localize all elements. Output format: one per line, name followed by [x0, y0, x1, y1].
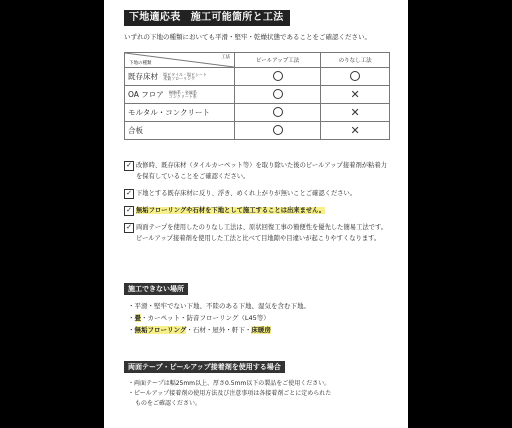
noglue-cell: [321, 104, 390, 122]
no-install-list: [128, 300, 390, 336]
circle-icon: [273, 71, 283, 81]
row-label: 合板: [125, 122, 235, 140]
table-row: [125, 86, 390, 104]
circle-icon: [273, 125, 283, 135]
table-header-row: [125, 53, 390, 68]
warning-highlight: 無垢フローリングや石材を下地として施工することは出来ません。: [136, 207, 326, 214]
list-item: ・ピールアップ接着剤の使用方法及び注意事項は各接着剤ごとに定められた: [128, 390, 332, 397]
peelup-cell: [235, 68, 321, 86]
section-heading-tape-adhesive: 両面テープ・ピールアップ接着剤を使用する場合: [124, 361, 285, 373]
note-item: ✓ 下地とする既存床材に反り、浮き、めくれ上がりが無いことご確認ください。: [124, 188, 390, 199]
list-item: ・無垢フローリング・石材・屋外・軒下・床暖房: [128, 326, 271, 334]
col-header-noglue: のりなし工法: [321, 53, 390, 68]
noglue-cell: [321, 68, 390, 86]
section-heading-no-install: 施工できない場所: [124, 283, 188, 295]
table-row: [125, 104, 390, 122]
circle-icon: [350, 71, 360, 81]
peelup-cell: [235, 86, 321, 104]
row-label: 既存床材 塩ビタイル・塩ビシート 木質フローリング: [125, 68, 235, 86]
checkbox-icon: ✓: [124, 223, 134, 233]
page-title: 下地適応表 施工可能箇所と工法: [124, 10, 290, 26]
document-page: [104, 0, 408, 428]
substrate-table: [124, 52, 390, 140]
note-item: ✓ 改修時、既存床材（タイルカーペット等）を取り除いた後のピールアップ接着剤が粘着力を保有していることをご確認ください。: [124, 160, 390, 182]
noglue-cell: [321, 122, 390, 140]
row-label: モルタル・コンクリート: [125, 104, 235, 122]
cross-icon: ✕: [350, 105, 360, 119]
row-label: OA フロア 樹脂系・金属系 コンクリート系: [125, 86, 235, 104]
list-item: ・畳・カーペット・防音フローリング（L45等）: [128, 314, 270, 322]
cross-icon: ✕: [350, 123, 360, 137]
note-item: [124, 205, 390, 216]
circle-icon: [273, 107, 283, 117]
notes-list: [124, 160, 390, 250]
note-item: ✓ 両面テープを使用したのりなし工法は、原状回復工事の簡便性を優先した簡易工法です。ピールアップ接着剤を使用した工法と比べて目地隙や目違いが起こりやすくなります。: [124, 222, 390, 244]
checkbox-icon: ✓: [124, 206, 134, 216]
list-item: ものをご確認ください。: [135, 400, 202, 407]
checkbox-icon: ✓: [124, 189, 134, 199]
table-corner-cell: [125, 53, 235, 68]
corner-method-label: 工法: [221, 55, 230, 60]
corner-substrate-label: 下地の種類: [129, 61, 152, 66]
circle-icon: [273, 89, 283, 99]
col-header-peelup: ピールアップ工法: [235, 53, 321, 68]
cross-icon: ✕: [350, 87, 360, 101]
noglue-cell: [321, 86, 390, 104]
checkbox-icon: ✓: [124, 161, 134, 171]
peelup-cell: [235, 122, 321, 140]
tape-adhesive-list: [128, 379, 390, 409]
intro-text: いずれの下地の種類においても平滑・堅牢・乾燥状態であることをご確認ください。: [124, 33, 371, 41]
list-item: ・両面テープは幅25mm以上、厚さ0.5mm以下の製品をご使用ください。: [128, 380, 331, 387]
list-item: ・平滑・堅牢でない下地、不陸のある下地、湿気を含む下地。: [128, 302, 310, 310]
peelup-cell: [235, 104, 321, 122]
table-row: [125, 68, 390, 86]
table-row: [125, 122, 390, 140]
